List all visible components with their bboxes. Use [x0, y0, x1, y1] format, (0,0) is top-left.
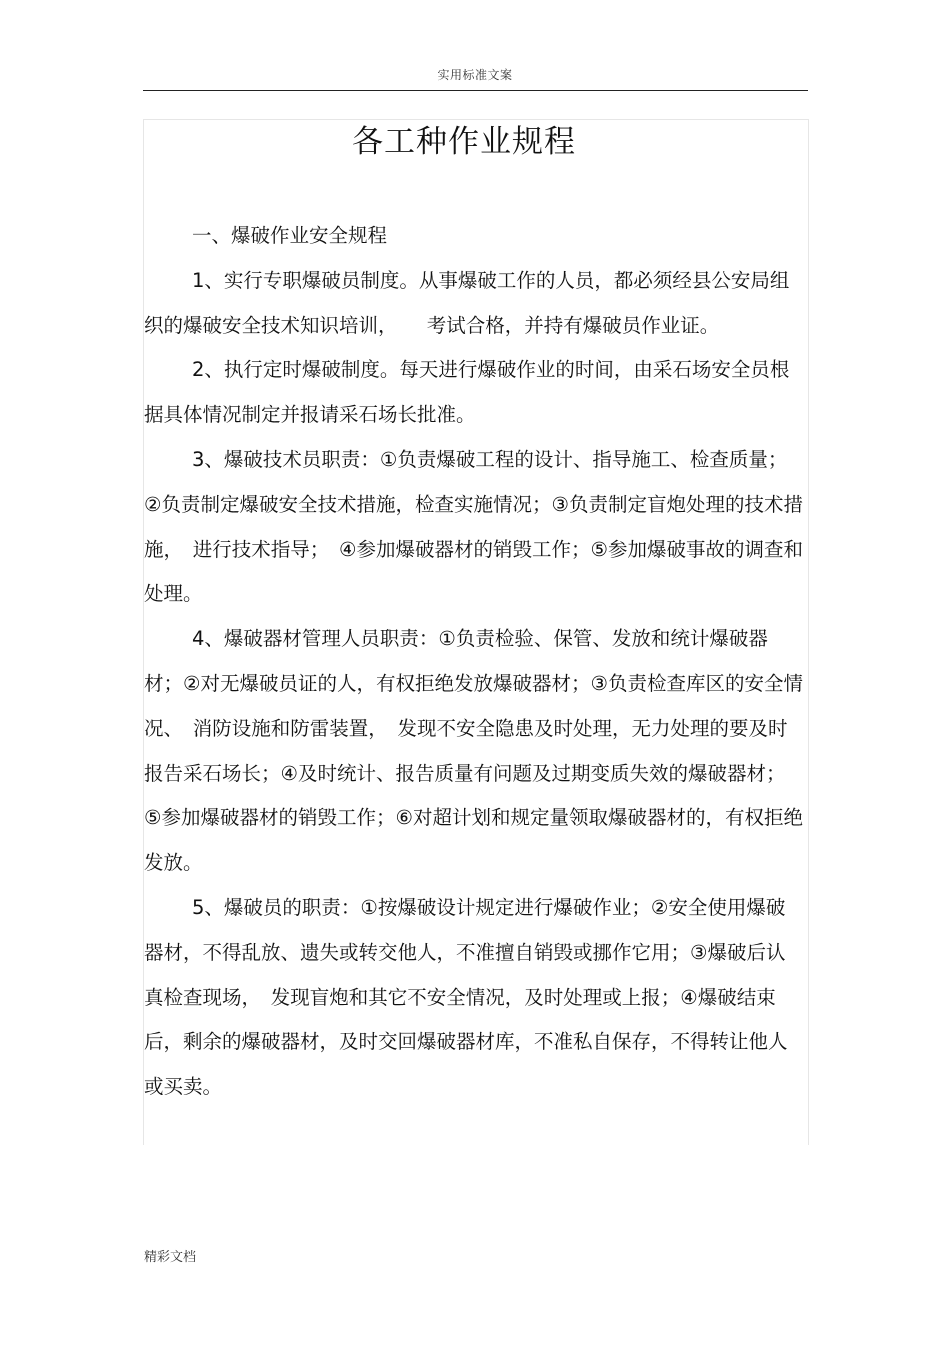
paragraph-4: 4、爆破器材管理人员职责：①负责检验、保管、发放和统计爆破器材；②对无爆破员证的人，有权拒绝发放爆破器材；③负责检查库区的安全情况、 消防设施和防雷装置， 发现不安全隐患及时处理，无力处理的要及时报告采石场长；④及时统计、报告质量有问题及过期变质失效的爆破器材； ⑤参加爆破器材的销毁工作；⑥对超计划和规定量领取爆破器材的，有权拒绝发放。: [144, 627, 815, 875]
document-title: 各工种作业规程: [352, 124, 576, 160]
header-divider: [143, 90, 808, 91]
running-footer: 精彩文档: [144, 1250, 197, 1265]
running-header: 实用标准文案: [437, 68, 513, 82]
paragraph-5: 5、爆破员的职责：①按爆破设计规定进行爆破作业；②安全使用爆破器材，不得乱放、遗失或转交他人，不准擅自销毁或挪作它用；③爆破后认真检查现场， 发现盲炮和其它不安全情况，及时处理或上报；④爆破结束后，剩余的爆破器材，及时交回爆破器材库，不准私自保存，不得转让他人或买卖。: [144, 895, 788, 1099]
paragraph-3: 3、爆破技术员职责：①负责爆破工程的设计、指导施工、检查质量；②负责制定爆破安全技术措施，检查实施情况；③负责制定盲炮处理的技术措施， 进行技术指导； ④参加爆破器材的销毁工作；⑤参加爆破事故的调查和处理。: [144, 447, 803, 606]
paragraph-2: 2、执行定时爆破制度。每天进行爆破作业的时间，由采石场安全员根据具体情况制定并报请采石场长批准。: [144, 358, 790, 427]
paragraph-1: 1、实行专职爆破员制度。从事爆破工作的人员，都必须经县公安局组织的爆破安全技术知识培训， 考试合格，并持有爆破员作业证。: [144, 268, 790, 337]
document-body: [144, 214, 815, 1110]
section-heading: 一、爆破作业安全规程: [192, 224, 388, 247]
